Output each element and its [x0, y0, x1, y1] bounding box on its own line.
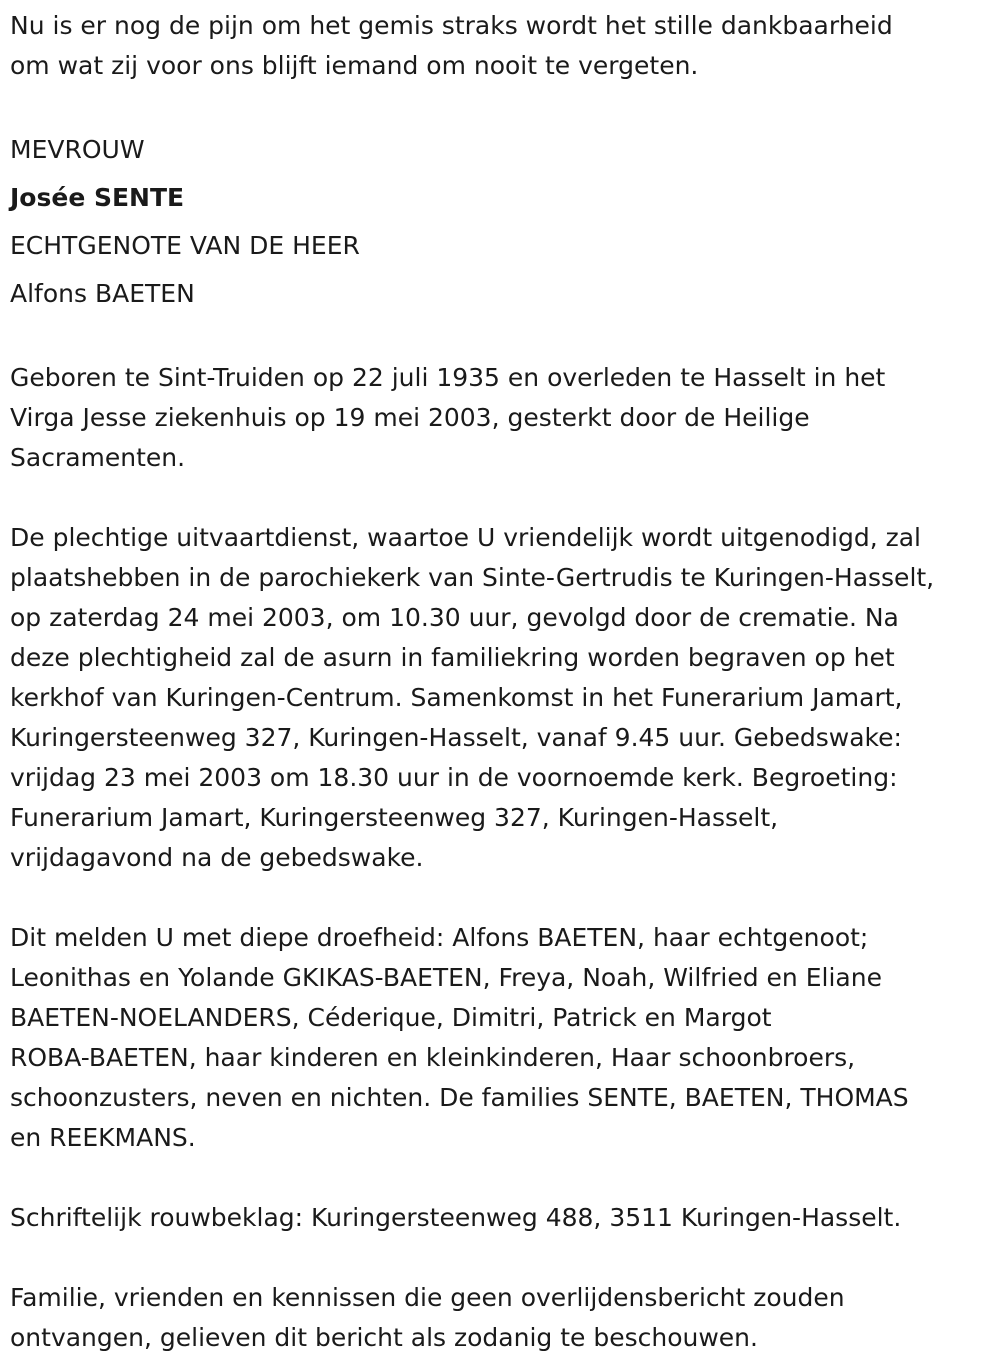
deceased-header — [10, 126, 1000, 318]
paragraph-line: De plechtige uitvaartdienst, waartoe U vriendelijk wordt uitgenodigd, zal — [10, 523, 921, 552]
spacer — [10, 86, 1000, 126]
spacer — [10, 318, 1000, 358]
spacer — [10, 878, 1000, 918]
paragraph-line: deze plechtigheid zal de asurn in familiekring worden begraven op het — [10, 643, 895, 672]
paragraph-line: Leonithas en Yolande GKIKAS-BAETEN, Freya, Noah, Wilfried en Eliane — [10, 963, 882, 992]
paragraph-line: kerkhof van Kuringen-Centrum. Samenkomst in het Funerarium Jamart, — [10, 683, 903, 712]
paragraph-line: Schriftelijk rouwbeklag: Kuringersteenweg 488, 3511 Kuringen-Hasselt. — [10, 1203, 902, 1232]
intro-line: Nu is er nog de pijn om het gemis straks wordt het stille dankbaarheid — [10, 11, 893, 40]
paragraph-line: Funerarium Jamart, Kuringersteenweg 327, Kuringen-Hasselt, — [10, 803, 779, 832]
paragraph-line: op zaterdag 24 mei 2003, om 10.30 uur, gevolgd door de crematie. Na — [10, 603, 899, 632]
family-paragraph — [10, 918, 1000, 1158]
paragraph-line: vrijdagavond na de gebedswake. — [10, 843, 424, 872]
paragraph-line: Familie, vrienden en kennissen die geen overlijdensbericht zouden — [10, 1283, 845, 1312]
birth-death-paragraph — [10, 358, 1000, 478]
title-label: MEVROUW — [10, 135, 145, 164]
spacer — [10, 478, 1000, 518]
paragraph-line: ontvangen, gelieven dit bericht als zodanig te beschouwen. — [10, 1323, 758, 1352]
paragraph-line: en REEKMANS. — [10, 1123, 196, 1152]
closing-paragraph — [10, 1278, 1000, 1358]
paragraph-line: BAETEN-NOELANDERS, Céderique, Dimitri, Patrick en Margot — [10, 1003, 772, 1032]
condolence-paragraph — [10, 1198, 1000, 1238]
relation-label: ECHTGENOTE VAN DE HEER — [10, 231, 360, 260]
paragraph-line: Virga Jesse ziekenhuis op 19 mei 2003, gesterkt door de Heilige — [10, 403, 810, 432]
paragraph-line: schoonzusters, neven en nichten. De families SENTE, BAETEN, THOMAS — [10, 1083, 909, 1112]
spacer — [10, 1238, 1000, 1278]
paragraph-line: Sacramenten. — [10, 443, 186, 472]
service-paragraph — [10, 518, 1000, 878]
paragraph-line: Dit melden U met diepe droefheid: Alfons BAETEN, haar echtgenoot; — [10, 923, 869, 952]
paragraph-line: ROBA-BAETEN, haar kinderen en kleinkinderen, Haar schoonbroers, — [10, 1043, 856, 1072]
paragraph-line: vrijdag 23 mei 2003 om 18.30 uur in de voornoemde kerk. Begroeting: — [10, 763, 898, 792]
paragraph-line: Kuringersteenweg 327, Kuringen-Hasselt, vanaf 9.45 uur. Gebedswake: — [10, 723, 902, 752]
intro-verse — [10, 6, 1000, 86]
spacer — [10, 1158, 1000, 1198]
spouse-name: Alfons BAETEN — [10, 279, 195, 308]
paragraph-line: Geboren te Sint-Truiden op 22 juli 1935 en overleden te Hasselt in het — [10, 363, 886, 392]
deceased-name: Josée SENTE — [10, 183, 185, 212]
paragraph-line: plaatshebben in de parochiekerk van Sinte-Gertrudis te Kuringen-Hasselt, — [10, 563, 935, 592]
intro-line: om wat zij voor ons blijft iemand om nooit te vergeten. — [10, 51, 699, 80]
